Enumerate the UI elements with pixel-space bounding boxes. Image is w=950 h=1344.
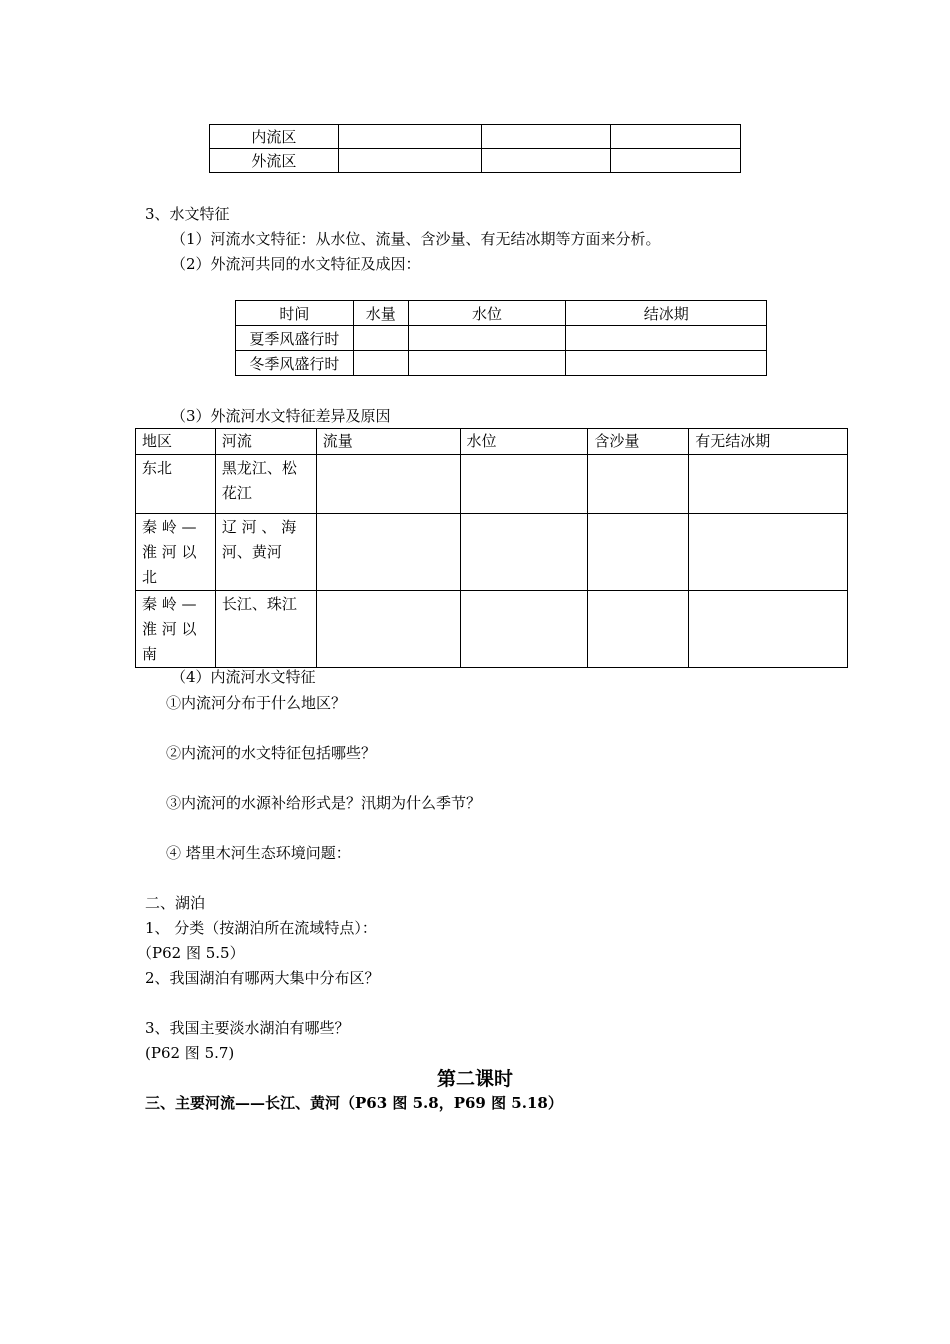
cell-line: 南 (142, 645, 158, 663)
table-cell (588, 455, 689, 514)
table-row (236, 326, 767, 351)
table-cell (338, 149, 482, 173)
table-cell (566, 351, 767, 376)
paragraph: 2、我国湖泊有哪两大集中分布区？ (145, 969, 380, 987)
cell-line: 秦 岭 — (142, 518, 197, 536)
table-cell (316, 455, 460, 514)
paragraph: （3）外流河水文特征差异及原因 (171, 407, 391, 425)
table-row (136, 591, 848, 668)
table-cell (316, 591, 460, 668)
table-cell (482, 149, 611, 173)
table-cell: 外流区 (210, 149, 339, 173)
table-row (210, 149, 741, 173)
river-comparison-table (135, 428, 848, 668)
table-cell (215, 514, 316, 591)
question: ①内流河分布于什么地区？ (166, 694, 347, 712)
table-cell: 冬季风盛行时 (236, 351, 354, 376)
cell-line: 黑龙江、松 (221, 459, 297, 477)
table-header: 时间 (236, 301, 354, 326)
table-cell (136, 591, 216, 668)
table-cell (215, 591, 316, 668)
table-cell (215, 455, 316, 514)
table-cell (136, 514, 216, 591)
table-header: 水量 (353, 301, 408, 326)
table-cell (460, 514, 588, 591)
table-header: 水位 (408, 301, 566, 326)
table-cell (588, 514, 689, 591)
table-cell (566, 326, 767, 351)
table-cell (482, 125, 611, 149)
table-cell (689, 591, 848, 668)
cell-line: 秦 岭 — (142, 595, 197, 613)
table-cell (611, 149, 741, 173)
paragraph: 1、 分类（按湖泊所在流域特点）： (145, 919, 377, 937)
table-header: 结冰期 (566, 301, 767, 326)
table-header: 流量 (316, 429, 460, 455)
cell-line: 淮 河 以 (142, 543, 197, 561)
table-header: 有无结冰期 (689, 429, 848, 455)
table-cell (460, 591, 588, 668)
cell-line: 长江、珠江 (221, 595, 297, 613)
paragraph: 3、我国主要淡水湖泊有哪些？ (145, 1019, 350, 1037)
table-cell (460, 455, 588, 514)
paragraph: （4）内流河水文特征 (171, 668, 316, 686)
table-cell (136, 455, 216, 514)
table-cell (588, 591, 689, 668)
table-cell (408, 351, 566, 376)
cell-line: 花江 (221, 484, 252, 502)
table-row (236, 351, 767, 376)
drainage-table (209, 124, 741, 173)
table-cell: 内流区 (210, 125, 339, 149)
cell-line: 辽 河 、 海 (221, 518, 297, 536)
table-header: 河流 (215, 429, 316, 455)
table-cell (689, 514, 848, 591)
table-cell (408, 326, 566, 351)
monsoon-table (235, 300, 767, 376)
table-header: 水位 (460, 429, 588, 455)
reference: (P62 图 5.7) (145, 1044, 235, 1062)
question: ②内流河的水文特征包括哪些？ (166, 744, 377, 762)
question: ③内流河的水源补给形式是？汛期为什么季节？ (166, 794, 482, 812)
table-header: 含沙量 (588, 429, 689, 455)
question: ④ 塔里木河生态环境问题： (166, 844, 351, 862)
table-row (136, 514, 848, 591)
table-row (136, 455, 848, 514)
table-header-row (136, 429, 848, 455)
paragraph: （2）外流河共同的水文特征及成因： (171, 255, 421, 273)
section-heading: 二、湖泊 (145, 894, 206, 912)
section-heading: 3、水文特征 (145, 205, 230, 223)
section-heading: 三、主要河流——长江、黄河（P63 图 5.8，P69 图 5.18） (145, 1094, 563, 1112)
lesson-title: 第二课时 (436, 1068, 513, 1090)
table-cell (338, 125, 482, 149)
table-header: 地区 (136, 429, 216, 455)
cell-line: 淮 河 以 (142, 620, 197, 638)
table-header-row (236, 301, 767, 326)
cell-line: 河、黄河 (221, 543, 282, 561)
table-cell (689, 455, 848, 514)
reference: （P62 图 5.5） (137, 944, 245, 962)
table-cell (353, 351, 408, 376)
cell-line: 北 (142, 568, 158, 586)
table-cell (353, 326, 408, 351)
table-cell: 夏季风盛行时 (236, 326, 354, 351)
paragraph: （1）河流水文特征：从水位、流量、含沙量、有无结冰期等方面来分析。 (171, 230, 661, 248)
table-cell (611, 125, 741, 149)
table-cell (316, 514, 460, 591)
cell-line: 东北 (142, 459, 173, 477)
table-row (210, 125, 741, 149)
